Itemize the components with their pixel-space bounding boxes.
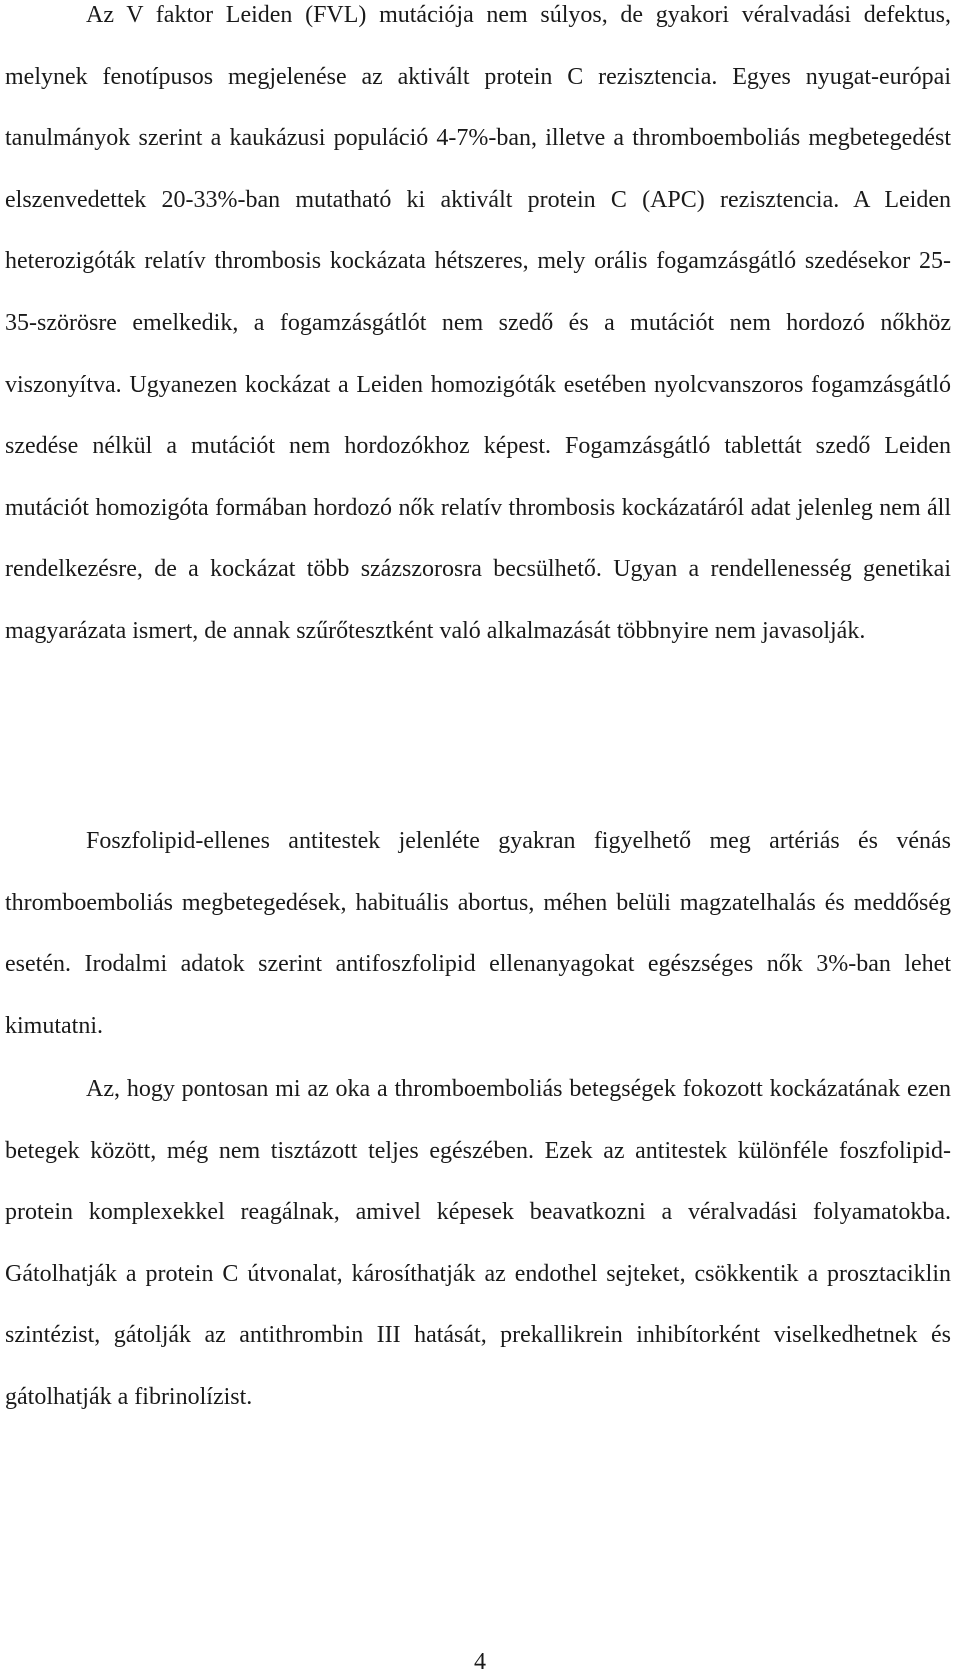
- paragraph-thromboembolic-risk-mechanisms: Az, hogy pontosan mi az oka a thromboemboliás betegségek fokozott kockázatának ezen betegek között, még nem tisztázott teljes egészében. Ezek az antitestek különféle foszfolipid-protein komplexekkel reagálnak, amivel képesek beavatkozni a véralvadási folyamatokba. Gátolhatják a protein C útvonalat, károsíthatják az endothel sejteket, csökkentik a prosztaciklin szintézist, gátolják az antithrombin III hatását, prekallikrein inhibítorként viselkedhetnek és gátolhatják a fibrinolízist.: [5, 1076, 951, 1410]
- paragraph-antiphospholipid-antibodies: Foszfolipid-ellenes antitestek jelenléte gyakran figyelhető meg artériás és vénás thromboemboliás megbetegedések, habituális abortus, méhen belüli magzatelhalás és meddőség esetén. Irodalmi adatok szerint antifoszfolipid ellenanyagokat egészséges nők 3%-ban lehet kimutatni.: [5, 828, 951, 1039]
- page-number: 4: [474, 1649, 486, 1675]
- paragraph-factor-v-leiden: Az V faktor Leiden (FVL) mutációja nem súlyos, de gyakori véralvadási defektus, melynek fenotípusos megjelenése az aktivált protein C rezisztencia. Egyes nyugat-európai tanulmányok szerint a kaukázusi populáció 4-7%-ban, illetve a thromboemboliás megbetegedést elszenvedettek 20-33%-ban mutatható ki aktivált protein C (APC) rezisztencia. A Leiden heterozigóták relatív thrombosis kockázata hétszeres, mely orális fogamzásgátló szedésekor 25-35-szörösre emelkedik, a fogamzásgátlót nem szedő és a mutációt nem hordozó nőkhöz viszonyítva. Ugyanezen kockázat a Leiden homozigóták esetében nyolcvanszoros fogamzásgátló szedése nélkül a mutációt nem hordozókhoz képest. Fogamzásgátló tablettát szedő Leiden mutációt homozigóta formában hordozó nők relatív thrombosis kockázatáról adat jelenleg nem áll rendelkezésre, de a kockázat több százszorosra becsülhető. Ugyan a rendellenesség genetikai magyarázata ismert, de annak szűrőtesztként való alkalmazását többnyire nem javasolják.: [5, 2, 951, 644]
